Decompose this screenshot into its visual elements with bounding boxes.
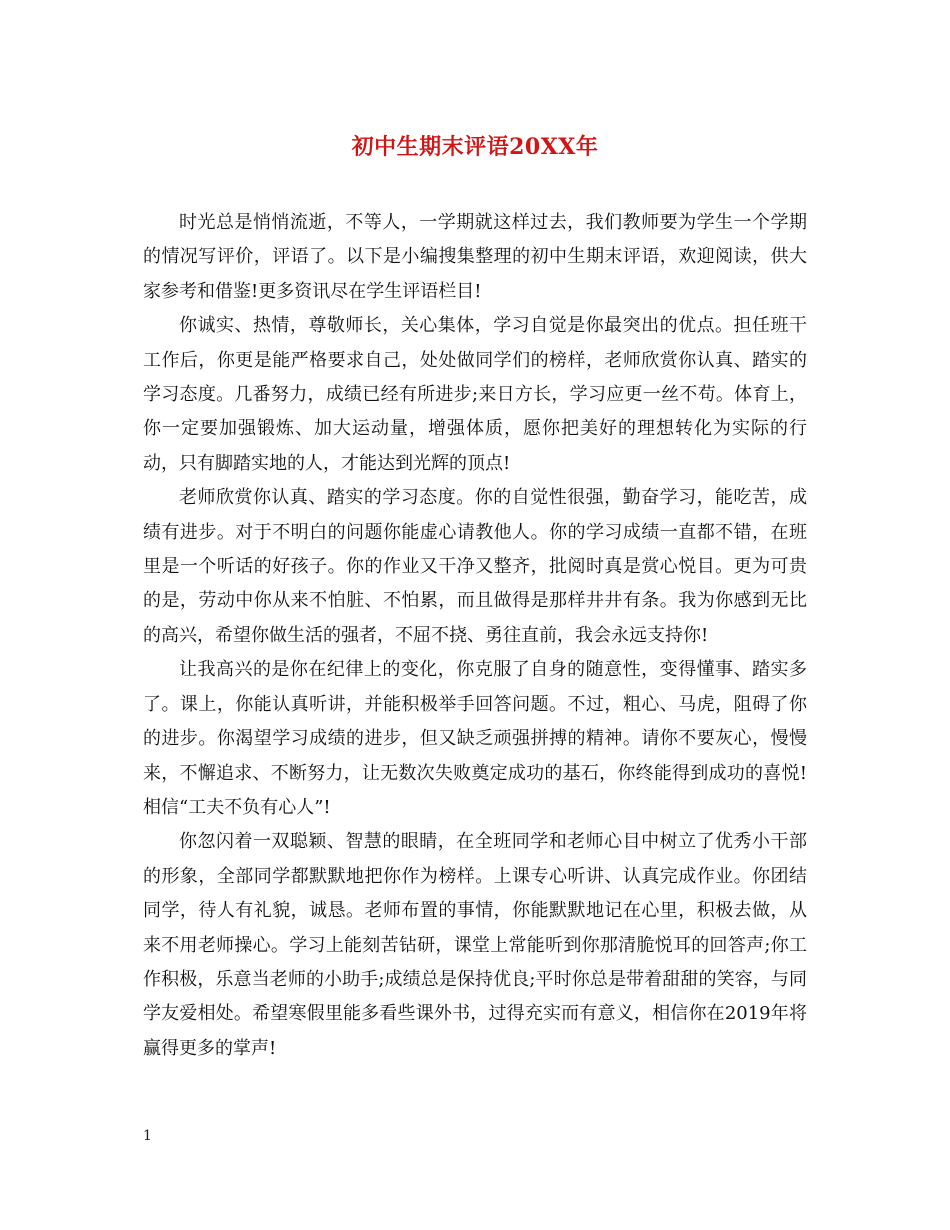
document-body (143, 206, 807, 1066)
paragraph-comment-4: 你忽闪着一双聪颖、智慧的眼睛，在全班同学和老师心目中树立了优秀小干部的形象，全部同学都默默地把你作为榜样。上课专心听讲、认真完成作业。你团结同学，待人有礼貌，诚恳。老师布置的事情，你能默默地记在心里，积极去做，从来不用老师操心。学习上能刻苦钻研，课堂上常能听到你那清脆悦耳的回答声;你工作积极，乐意当老师的小助手;成绩总是保持优良;平时你总是带着甜甜的笑容，与同学友爱相处。希望寒假里能多看些课外书，过得充实而有意义，相信你在2019年将赢得更多的掌声! (143, 831, 807, 1059)
page-number: 1 (143, 1128, 152, 1144)
document-title: 初中生期末评语20XX年 (351, 134, 599, 160)
paragraph-comment-2: 老师欣赏你认真、踏实的学习态度。你的自觉性很强，勤奋学习，能吃苦，成绩有进步。对于不明白的问题你能虚心请教他人。你的学习成绩一直都不错，在班里是一个听话的好孩子。你的作业又干净又整齐，批阅时真是赏心悦目。更为可贵的是，劳动中你从来不怕脏、不怕累，而且做得是那样井井有条。我为你感到无比的高兴，希望你做生活的强者，不屈不挠、勇往直前，我会永远支持你! (143, 487, 807, 646)
paragraph-comment-3: 让我高兴的是你在纪律上的变化，你克服了自身的随意性，变得懂事、踏实多了。课上，你能认真听讲，并能积极举手回答问题。不过，粗心、马虎，阻碍了你的进步。你渴望学习成绩的进步，但又缺乏顽强拼搏的精神。请你不要灰心，慢慢来，不懈追求、不断努力，让无数次失败奠定成功的基石，你终能得到成功的喜悦!相信“工夫不负有心人”! (143, 659, 807, 818)
paragraph-intro: 时光总是悄悄流逝，不等人，一学期就这样过去，我们教师要为学生一个学期的情况写评价，评语了。以下是小编搜集整理的初中生期末评语，欢迎阅读，供大家参考和借鉴!更多资讯尽在学生评语栏目! (143, 212, 807, 302)
paragraph-comment-1: 你诚实、热情，尊敬师长，关心集体，学习自觉是你最突出的优点。担任班干工作后，你更是能严格要求自己，处处做同学们的榜样，老师欣赏你认真、踏实的学习态度。几番努力，成绩已经有所进步;来日方长，学习应更一丝不苟。体育上，你一定要加强锻炼、加大运动量，增强体质，愿你把美好的理想转化为实际的行动，只有脚踏实地的人，才能达到光辉的顶点! (143, 315, 807, 474)
